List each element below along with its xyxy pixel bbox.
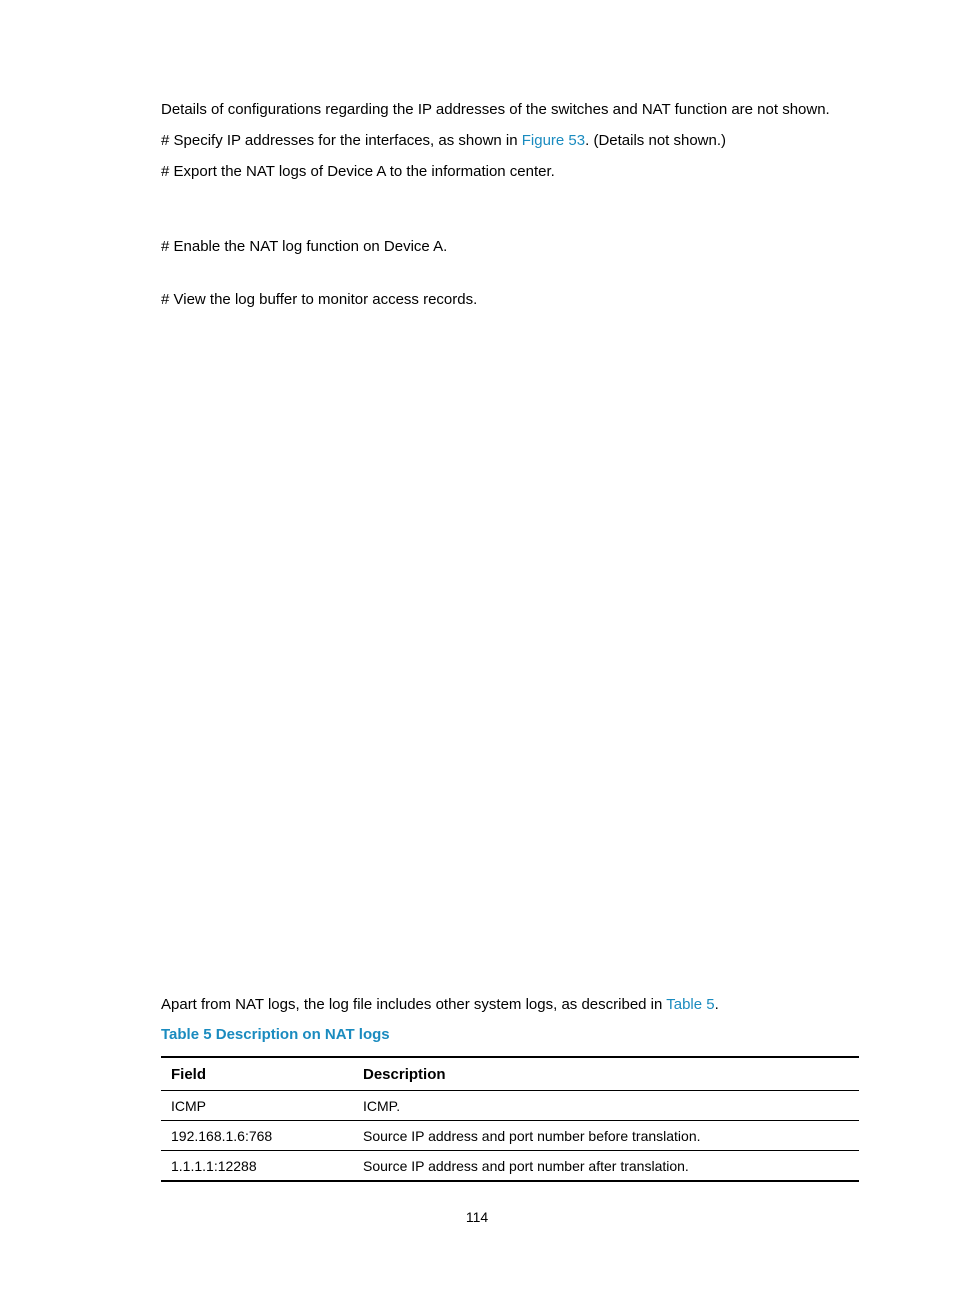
table-row [161,1151,859,1182]
cell-description: Source IP address and port number before translation. [353,1121,859,1151]
cell-description: ICMP. [353,1091,859,1121]
cell-field: ICMP [161,1091,353,1121]
header-description: Description [363,1065,446,1083]
paragraph-view-log-buffer: # View the log buffer to monitor access records. [161,291,478,308]
paragraph-specify-ip-tail: . (Details not shown.) [585,132,727,149]
paragraph-export-logs: # Export the NAT logs of Device A to the information center. [161,163,555,180]
nat-log-table [161,1056,859,1182]
cell-field: 192.168.1.6:768 [161,1121,353,1151]
table-row [161,1121,859,1151]
page-number: 114 [465,1209,489,1225]
cell-description: Source IP address and port number after translation. [353,1151,859,1182]
paragraph-other-logs-tail: . [714,996,719,1013]
paragraph-specify-ip [161,131,726,151]
table-header-row [161,1057,859,1091]
cell-field: 1.1.1.1:12288 [161,1151,353,1182]
paragraph-other-logs [161,995,719,1015]
table-caption: Table 5 Description on NAT logs [161,1026,390,1043]
table-5-link[interactable]: Table 5 [666,996,715,1013]
table-row [161,1091,859,1121]
paragraph-enable-nat-log: # Enable the NAT log function on Device A. [161,238,448,255]
header-field: Field [171,1065,207,1083]
figure-53-link[interactable]: Figure 53 [521,132,586,149]
paragraph-specify-ip-text: # Specify IP addresses for the interfaces, as shown in [161,132,522,149]
paragraph-config-note: Details of configurations regarding the IP addresses of the switches and NAT function are not shown. [161,101,830,118]
paragraph-other-logs-text: Apart from NAT logs, the log file includes other system logs, as described in [161,996,667,1013]
